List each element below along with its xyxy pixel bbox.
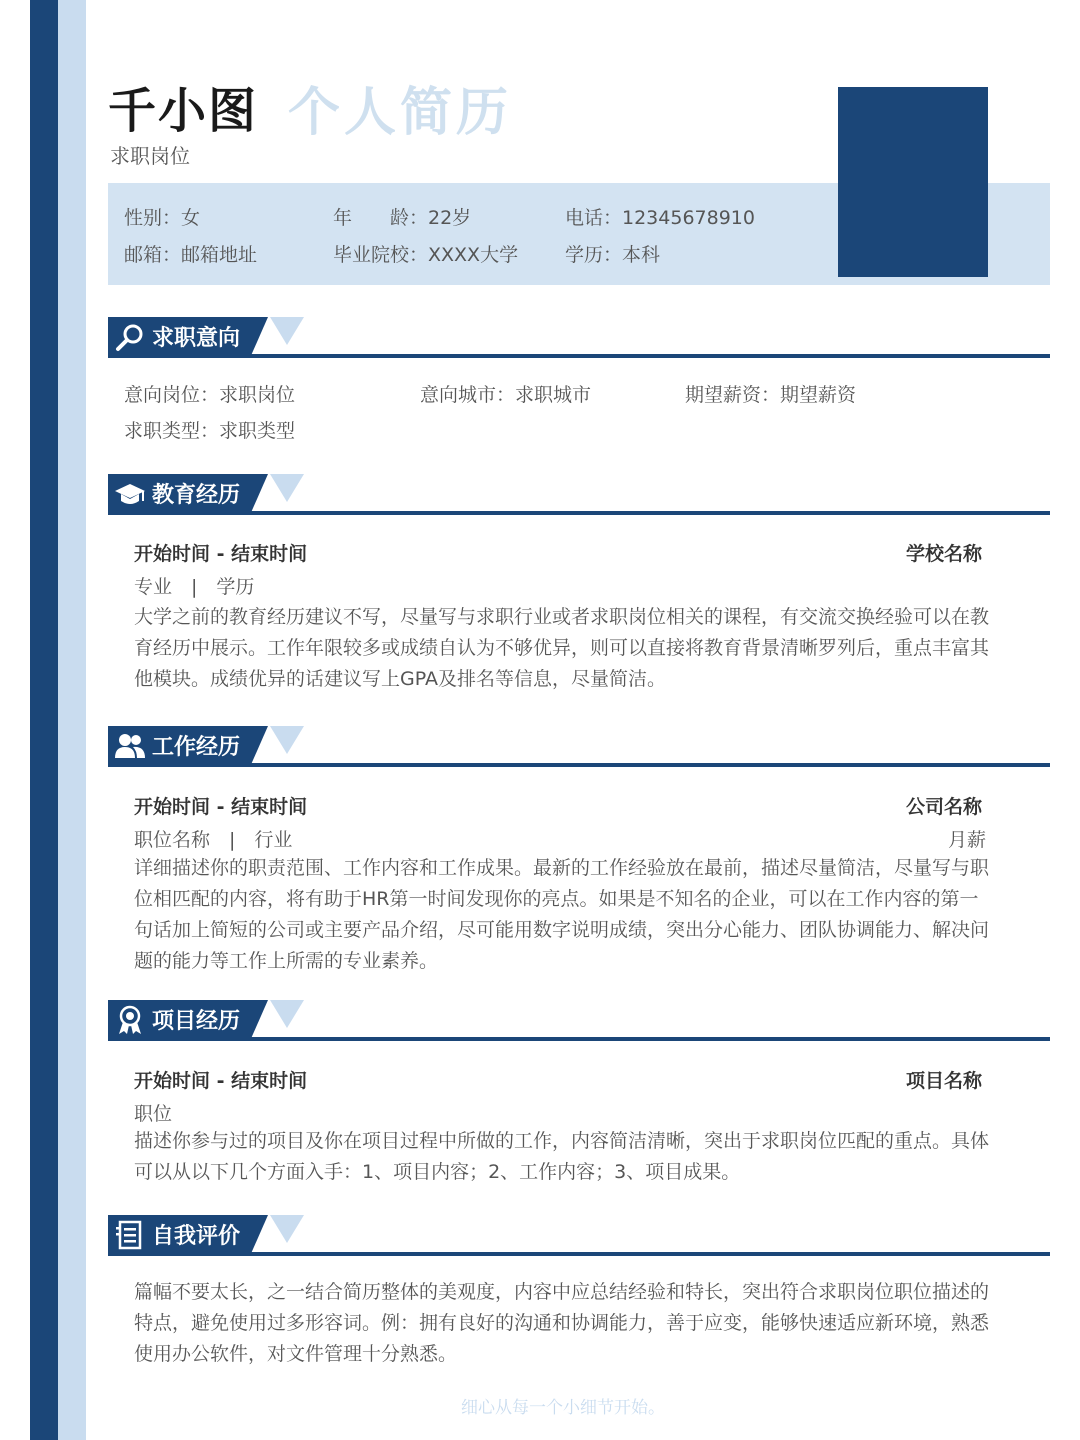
section-title: 工作经历: [152, 735, 241, 760]
project-role: 职位: [134, 1103, 173, 1125]
work-company: 公司名称: [905, 796, 982, 818]
section-divider: [108, 1252, 1050, 1256]
left-stripe-light: [58, 0, 86, 1440]
footer-slogan: 细心从每一个小细节开始。: [461, 1398, 665, 1418]
work-time: 开始时间 - 结束时间: [134, 796, 308, 818]
info-gender: 性别：女: [124, 207, 201, 229]
section-divider: [108, 511, 1050, 515]
intent-salary: 期望薪资：期望薪资: [685, 384, 857, 406]
left-stripe-dark: [30, 0, 58, 1440]
intent-type: 求职类型：求职类型: [124, 420, 296, 442]
section-triangle: [270, 1000, 304, 1028]
section-header-self: [108, 1215, 1050, 1257]
person-name: 千小图: [108, 83, 259, 139]
award-ribbon-icon: [114, 1005, 146, 1035]
info-age: 年 龄：22岁: [333, 207, 472, 229]
section-title: 求职意向: [152, 326, 241, 351]
section-header-education: [108, 474, 1050, 516]
info-phone: 电话：12345678910: [565, 207, 755, 229]
section-header-work: [108, 726, 1050, 768]
info-email: 邮箱：邮箱地址: [124, 244, 258, 266]
project-time: 开始时间 - 结束时间: [134, 1070, 308, 1092]
intent-position: 意向岗位：求职岗位: [124, 384, 296, 406]
section-divider: [108, 1037, 1050, 1041]
section-title: 自我评价: [152, 1224, 241, 1249]
target-position: 求职岗位: [110, 144, 190, 168]
section-header-project: [108, 1000, 1050, 1042]
section-title: 项目经历: [152, 1009, 241, 1034]
education-major: 专业 | 学历: [134, 576, 255, 598]
section-divider: [108, 354, 1050, 358]
document-title: 个人简历: [288, 82, 513, 143]
project-name: 项目名称: [905, 1070, 982, 1092]
work-role: 职位名称 | 行业: [134, 829, 293, 851]
section-triangle: [270, 317, 304, 345]
section-divider: [108, 763, 1050, 767]
section-triangle: [270, 1215, 304, 1243]
education-description: 大学之前的教育经历建议不写，尽量写与求职行业或者求职岗位相关的课程，有交流交换经验可以在教育经历中展示。工作年限较多或成绩自认为不够优异，则可以直接将教育背景清晰罗列后，重点丰富其他模块。成绩优异的话建议写上GPA及排名等信息，尽量简洁。: [134, 606, 990, 690]
graduation-cap-icon: [114, 479, 146, 509]
info-school: 毕业院校：XXXX大学: [333, 244, 519, 266]
self-evaluation-description: 篇幅不要太长，之一结合简历整体的美观度，内容中应总结经验和特长，突出符合求职岗位职位描述的特点，避免使用过多形容词。例：拥有良好的沟通和协调能力，善于应变，能够快速适应新环境，熟悉使用办公软件，对文件管理十分熟悉。: [134, 1281, 990, 1365]
intent-city: 意向城市：求职城市: [420, 384, 592, 406]
document-list-icon: [114, 1220, 146, 1250]
photo-placeholder: [838, 87, 988, 277]
info-degree: 学历：本科: [565, 244, 661, 266]
work-description: 详细描述你的职责范围、工作内容和工作成果。最新的工作经验放在最前，描述尽量简洁，尽量写与职位相匹配的内容，将有助于HR第一时间发现你的亮点。如果是不知名的企业，可以在工作内容的第一句话加上简短的公司或主要产品介绍，尽可能用数字说明成绩，突出分心能力、团队协调能力、解决问题的能力等工作上所需的专业素养。: [134, 857, 990, 972]
education-time: 开始时间 - 结束时间: [134, 543, 308, 565]
work-salary: 月薪: [947, 829, 986, 851]
users-icon: [114, 731, 146, 761]
section-triangle: [270, 726, 304, 754]
project-description: 描述你参与过的项目及你在项目过程中所做的工作，内容简洁清晰，突出于求职岗位匹配的重点。具体可以从以下几个方面入手：1、项目内容；2、工作内容；3、项目成果。: [134, 1130, 990, 1183]
search-icon: [114, 322, 146, 352]
section-header-intent: [108, 317, 1050, 359]
section-triangle: [270, 474, 304, 502]
education-school: 学校名称: [905, 543, 982, 565]
section-title: 教育经历: [152, 483, 241, 508]
